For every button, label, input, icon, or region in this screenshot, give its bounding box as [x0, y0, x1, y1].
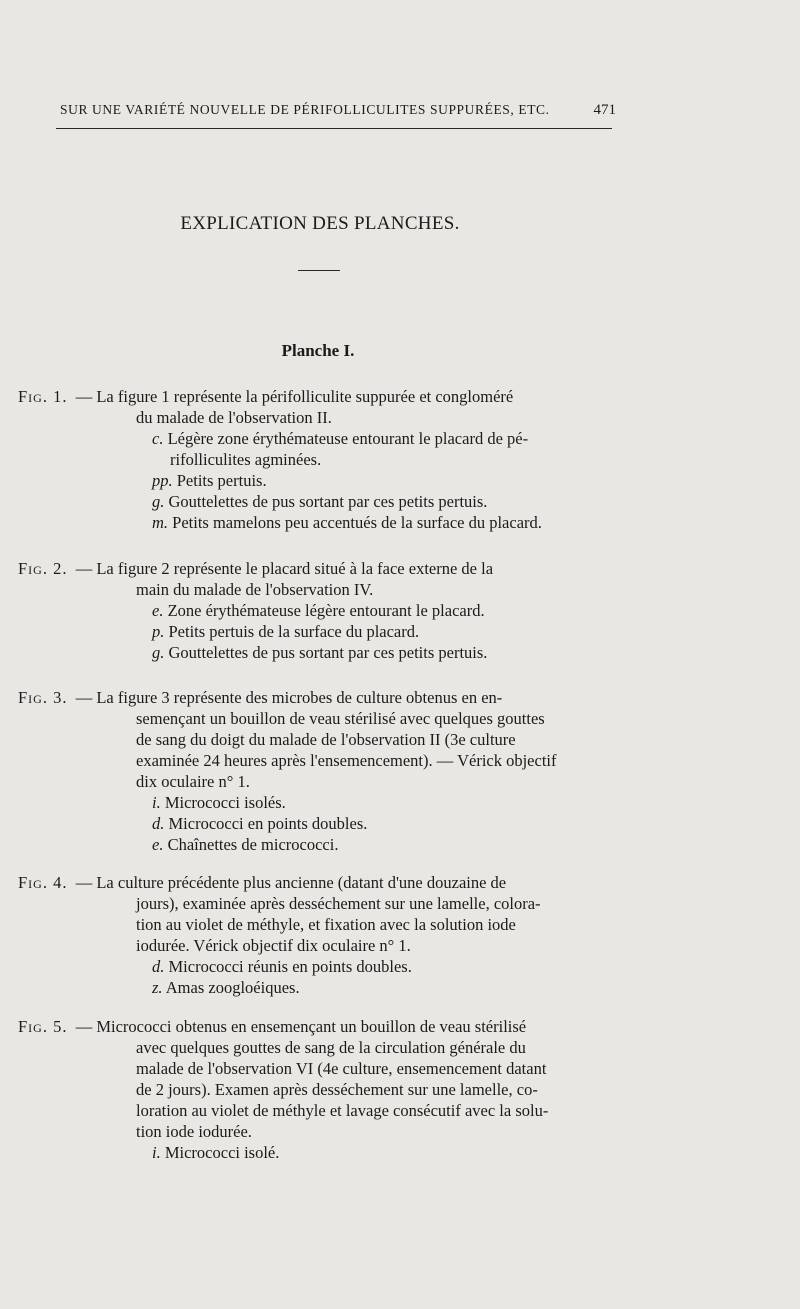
legend-letter: d.: [152, 814, 165, 833]
figure-4-explanation: [18, 872, 622, 998]
figure-description-text: main du malade de l'observation IV.: [136, 580, 374, 599]
legend-text: Petits pertuis.: [176, 471, 267, 490]
figure-description-text: — Micrococci obtenus en ensemençant un bouillon de veau stérilisé: [75, 1017, 527, 1036]
figure-first-line: [18, 872, 622, 893]
figure-label: Fig. 2.: [18, 559, 68, 578]
legend-letter: m.: [152, 513, 169, 532]
legend-letter: pp.: [152, 471, 173, 490]
legend-text: Zone érythémateuse légère entourant le placard.: [167, 601, 485, 620]
legend-letter: d.: [152, 957, 165, 976]
figure-first-line: [18, 558, 622, 579]
legend-text: Micrococci réunis en points doubles.: [168, 957, 412, 976]
legend-letter: e.: [152, 835, 164, 854]
legend-text: Petits pertuis de la surface du placard.: [168, 622, 420, 641]
figure-description-line: [18, 771, 622, 792]
figure-label: Fig. 1.: [18, 387, 68, 406]
figure-description-line: [18, 708, 622, 729]
figure-first-line: [18, 386, 622, 407]
figure-description-text: — La culture précédente plus ancienne (datant d'une douzaine de: [75, 873, 507, 892]
running-head: [60, 102, 616, 119]
figure-description-text: — La figure 3 représente des microbes de culture obtenus en en-: [75, 688, 503, 707]
running-head-title: SUR UNE VARIÉTÉ NOUVELLE DE PÉRIFOLLICULITES SUPPURÉES, ETC.: [60, 102, 550, 117]
figure-description-text: jours), examinée après desséchement sur une lamelle, colora-: [136, 894, 541, 913]
legend-text: Gouttelettes de pus sortant par ces petits pertuis.: [168, 643, 488, 662]
legend-text: Chaînettes de micrococci.: [167, 835, 339, 854]
section-title: EXPLICATION DES PLANCHES.: [180, 213, 460, 234]
figure-3-explanation: [18, 687, 622, 855]
legend-item: [18, 600, 622, 621]
legend-item: [18, 512, 622, 533]
figure-5-explanation: [18, 1016, 622, 1163]
legend-text: Gouttelettes de pus sortant par ces petits pertuis.: [168, 492, 488, 511]
figure-description-text: examinée 24 heures après l'ensemencement). — Vérick objectif: [136, 751, 557, 770]
figure-description-text: loration au violet de méthyle et lavage consécutif avec la solu-: [136, 1101, 549, 1120]
legend-item: [18, 491, 622, 512]
legend-item: [18, 834, 622, 855]
figure-description-line: [18, 893, 622, 914]
figure-label: Fig. 3.: [18, 688, 68, 707]
legend-text: Amas zoogloéiques.: [165, 978, 300, 997]
figure-label: Fig. 5.: [18, 1017, 68, 1036]
figure-description-text: malade de l'observation VI (4e culture, ensemencement datant: [136, 1059, 547, 1078]
legend-text: Micrococci isolés.: [164, 793, 286, 812]
legend-item: [18, 621, 622, 642]
figure-description-line: [18, 729, 622, 750]
legend-item: [18, 428, 622, 449]
figure-description-text: de sang du doigt du malade de l'observation II (3e culture: [136, 730, 516, 749]
figure-label: Fig. 4.: [18, 873, 68, 892]
figure-description-text: du malade de l'observation II.: [136, 408, 332, 427]
header-rule: [56, 128, 612, 129]
figure-first-line: [18, 1016, 622, 1037]
figure-description-text: iodurée. Vérick objectif dix oculaire n° 1.: [136, 936, 411, 955]
legend-letter: g.: [152, 492, 165, 511]
figure-description-text: — La figure 1 représente la périfolliculite suppurée et congloméré: [75, 387, 514, 406]
plate-title: Planche I.: [281, 341, 355, 360]
legend-text: Légère zone érythémateuse entourant le placard de pé-: [167, 429, 529, 448]
legend-letter: z.: [152, 978, 163, 997]
figure-description-line: [18, 1058, 622, 1079]
legend-letter: e.: [152, 601, 164, 620]
figure-description-line: [18, 935, 622, 956]
figure-description-line: [18, 1121, 622, 1142]
legend-letter: g.: [152, 643, 165, 662]
legend-letter: i.: [152, 1143, 161, 1162]
figure-description-line: [18, 914, 622, 935]
legend-text-continuation: rifolliculites agminées.: [170, 450, 322, 469]
legend-letter: i.: [152, 793, 161, 812]
legend-item: [18, 792, 622, 813]
legend-item: [18, 642, 622, 663]
figure-description-text: — La figure 2 représente le placard situé à la face externe de la: [75, 559, 494, 578]
figure-description-line: [18, 1037, 622, 1058]
legend-item: [18, 977, 622, 998]
figure-description-line: [18, 579, 622, 600]
figure-description-text: avec quelques gouttes de sang de la circulation générale du: [136, 1038, 526, 1057]
legend-letter: c.: [152, 429, 164, 448]
figure-description-line: [18, 1079, 622, 1100]
page-number: 471: [593, 102, 616, 118]
legend-item: [18, 956, 622, 977]
legend-item: [18, 1142, 622, 1163]
figure-description-text: dix oculaire n° 1.: [136, 772, 250, 791]
legend-text: Micrococci isolé.: [164, 1143, 280, 1162]
legend-item: [18, 813, 622, 834]
figure-description-line: [18, 1100, 622, 1121]
legend-item: [18, 470, 622, 491]
figure-description-text: semençant un bouillon de veau stérilisé avec quelques gouttes: [136, 709, 545, 728]
figure-description-text: de 2 jours). Examen après desséchement sur une lamelle, co-: [136, 1080, 538, 1099]
figure-description-line: [18, 750, 622, 771]
legend-text: Petits mamelons peu accentués de la surface du placard.: [172, 513, 542, 532]
title-divider: [298, 270, 340, 271]
figure-description-line: [18, 407, 622, 428]
legend-text: Micrococci en points doubles.: [168, 814, 368, 833]
figure-description-text: tion au violet de méthyle, et fixation avec la solution iode: [136, 915, 516, 934]
legend-letter: p.: [152, 622, 165, 641]
figure-1-explanation: [18, 386, 622, 533]
figure-first-line: [18, 687, 622, 708]
figure-2-explanation: [18, 558, 622, 663]
figure-description-text: tion iode iodurée.: [136, 1122, 252, 1141]
